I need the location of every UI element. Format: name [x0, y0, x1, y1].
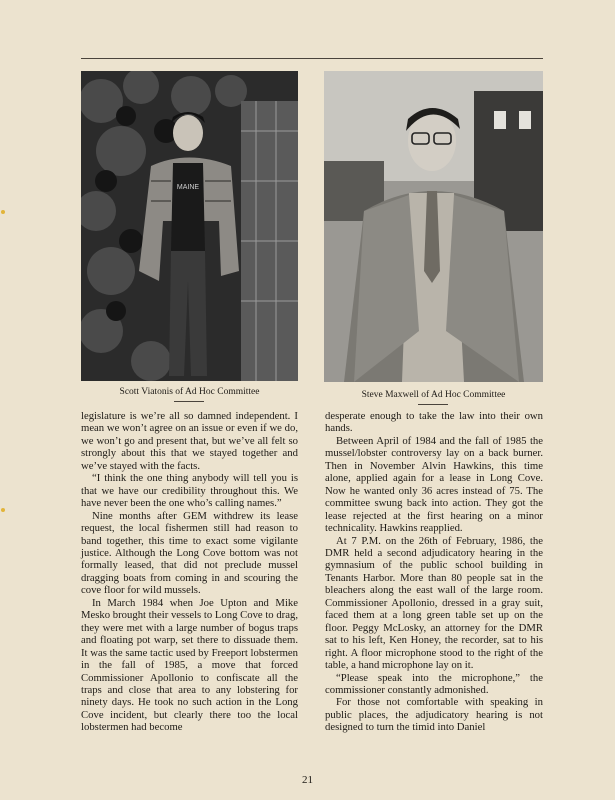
paragraph: At 7 P.M. on the 26th of February, 1986, the DMR held a second adjudicatory hearing in the gymnasium of the public school building in Tenants Harbor. More than 80 people sat in the bleachers along the east wall of the large room. Commissioner Apollonio, dressed in a gray suit, faced them at a long green table set up on the floor. Peggy McLosky, an attorney for the DMR sat to his left, Ken Honey, the recorder, sat to his right. A floor microphone stood to the right of the table, a hand microphone lay on it. [325, 534, 543, 672]
top-rule [81, 58, 543, 59]
page-number: 21 [302, 774, 313, 786]
article-column-right [325, 410, 543, 734]
svg-text:MAINE: MAINE [176, 184, 200, 191]
paragraph: “I think the one thing anybody will tell you is that we have our credibility throughout this. We have never been the one who’s calling names.” [81, 472, 298, 510]
paragraph: legislature is we’re all so damned independent. I mean we won’t agree on an issue or even if we do, we won’t go and present that, but we’ve all felt so strongly about this that we stayed together and we’ve stayed with the facts. [81, 410, 298, 472]
photo-scott-viatonis-image [81, 71, 298, 381]
paragraph: Between April of 1984 and the fall of 1985 the mussel/lobster controversy lay on a back burner. Then in November Alvin Hawkins, this time alone, applied again for a lease in Long Cove. Now he wanted only 36 acres instead of 75. The committee swung back into action. They got the lease rejected at the first hearing on a minor technicality. Hawkins reapplied. [325, 434, 543, 535]
photo-steve-maxwell-image [324, 71, 543, 382]
photo-scott-viatonis [81, 71, 298, 381]
article-column-left [81, 410, 298, 734]
paragraph: In March 1984 when Joe Upton and Mike Mesko brought their vessels to Long Cove to drag, they were met with a large number of bogus traps and floating pot warp, set there to dissuade them. It was the same tactic used by Freeport lobstermen in the fall of 1985, a move that forced Commissioner Apollonio to confiscate all the traps and close that area to any lobstering for ninety days. He took no such action in the Long Cove incident, but clearly there too the local lobstermen had become [81, 596, 298, 734]
paragraph: For those not comfortable with speaking in public places, the adjudicatory hearing is not designed to turn the timid into Daniel [325, 696, 543, 734]
photo-caption-right: Steve Maxwell of Ad Hoc Committee [361, 390, 506, 400]
paragraph: Nine months after GEM withdrew its lease request, the local fishermen still had reason to band together, this time to exact some vigilante justice. Although the Long Cove bottom was not formally leased, that did not preclude mussel dragging boats from coming in and scouring the cove floor for wild mussels. [81, 509, 298, 597]
paragraph: desperate enough to take the law into their own hands. [325, 410, 543, 435]
paragraph: “Please speak into the microphone,” the commissioner constantly admonished. [325, 671, 543, 696]
caption-rule-right [418, 404, 448, 405]
photo-caption-left: Scott Viatonis of Ad Hoc Committee [119, 387, 260, 397]
photo-steve-maxwell [324, 71, 543, 382]
binding-marks [0, 0, 10, 800]
caption-rule-left [174, 401, 204, 402]
